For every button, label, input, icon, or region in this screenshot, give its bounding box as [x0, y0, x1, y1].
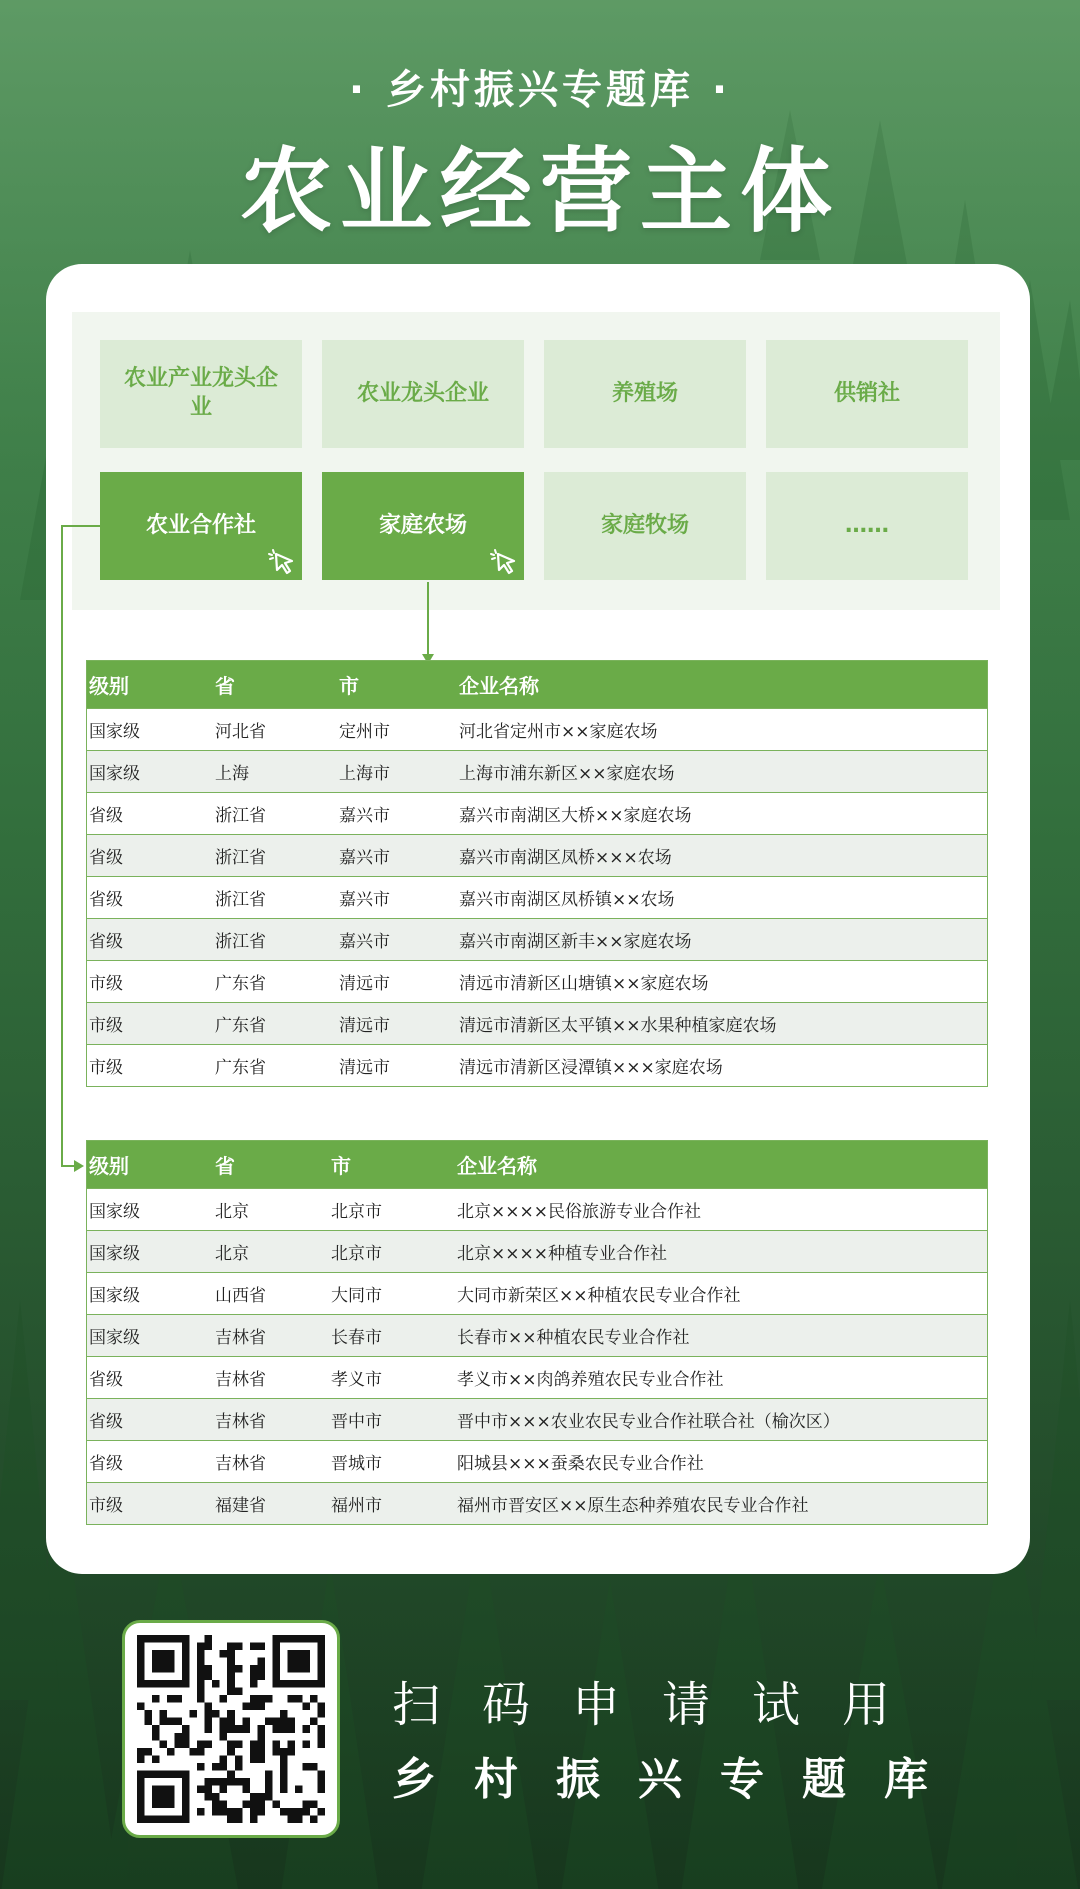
cell-city: 晋中市	[331, 1412, 382, 1432]
cell-company: 清远市清新区浸潭镇×××家庭农场	[459, 1058, 723, 1078]
header-company: 企业名称	[459, 674, 539, 698]
page-subtitle: · 乡村振兴专题库 ·	[348, 67, 732, 113]
cell-level: 国家级	[89, 1202, 140, 1222]
cell-city: 嘉兴市	[339, 806, 390, 826]
cell-city: 长春市	[331, 1328, 382, 1348]
cell-level: 国家级	[89, 1286, 140, 1306]
cell-city: 清远市	[339, 1016, 390, 1036]
cell-city: 上海市	[339, 764, 390, 784]
table-row	[87, 876, 987, 918]
cell-company: 嘉兴市南湖区新丰××家庭农场	[459, 932, 692, 952]
cell-level: 省级	[89, 890, 123, 910]
cell-company: 孝义市××肉鸽养殖农民专业合作社	[457, 1370, 724, 1390]
cell-province: 吉林省	[215, 1454, 266, 1474]
cell-province: 广东省	[215, 1058, 266, 1078]
category-label: 农业产业龙头企业	[123, 366, 278, 420]
content-card	[46, 264, 1030, 1574]
cell-city: 嘉兴市	[339, 932, 390, 952]
category-label: 农业龙头企业	[356, 380, 489, 406]
table-row	[87, 1314, 987, 1356]
table-row	[87, 1272, 987, 1314]
category-tile-more[interactable]	[766, 472, 968, 580]
cell-province: 北京	[215, 1202, 249, 1222]
category-label: ……	[845, 512, 889, 538]
cell-city: 福州市	[331, 1496, 382, 1516]
header-level: 级别	[89, 1154, 129, 1178]
table-row	[87, 1044, 987, 1086]
cell-level: 国家级	[89, 1244, 140, 1264]
table-row	[87, 792, 987, 834]
cell-company: 嘉兴市南湖区凤桥镇××农场	[459, 890, 675, 910]
family-farm-table	[86, 660, 988, 1087]
category-tile-supply-coop[interactable]	[766, 340, 968, 448]
table-row	[87, 918, 987, 960]
cell-city: 北京市	[331, 1244, 382, 1264]
category-tile-cooperative[interactable]	[100, 472, 302, 580]
category-label: 养殖场	[611, 380, 678, 406]
cell-level: 国家级	[89, 722, 140, 742]
table-row	[87, 834, 987, 876]
category-label: 供销社	[833, 380, 900, 406]
category-tile-family-ranch[interactable]	[544, 472, 746, 580]
table-row	[87, 1398, 987, 1440]
category-tile-breeding-farm[interactable]	[544, 340, 746, 448]
category-label: 农业合作社	[145, 512, 256, 538]
header-level: 级别	[89, 674, 129, 698]
header-province: 省	[215, 674, 235, 698]
table-row	[87, 1002, 987, 1044]
qr-code-image	[137, 1635, 325, 1823]
category-label: 家庭牧场	[600, 512, 689, 538]
cell-company: 清远市清新区太平镇××水果种植家庭农场	[459, 1016, 777, 1036]
cell-company: 河北省定州市××家庭农场	[459, 722, 658, 742]
table-row	[87, 750, 987, 792]
cell-level: 市级	[89, 1058, 123, 1078]
cell-level: 省级	[89, 1454, 123, 1474]
cell-company: 晋中市×××农业农民专业合作社联合社（榆次区）	[457, 1412, 840, 1432]
cooperative-table	[86, 1140, 988, 1525]
cell-company: 嘉兴市南湖区大桥××家庭农场	[459, 806, 692, 826]
cell-city: 清远市	[339, 974, 390, 994]
cell-city: 孝义市	[331, 1370, 382, 1390]
cell-company: 大同市新荣区××种植农民专业合作社	[457, 1286, 741, 1306]
cell-city: 晋城市	[331, 1454, 382, 1474]
cell-company: 北京××××种植专业合作社	[457, 1244, 667, 1264]
cell-province: 浙江省	[215, 806, 266, 826]
header-province: 省	[215, 1154, 235, 1178]
cell-company: 嘉兴市南湖区凤桥×××农场	[459, 848, 672, 868]
cell-province: 浙江省	[215, 932, 266, 952]
category-tile-agri-leader[interactable]	[322, 340, 524, 448]
cell-province: 浙江省	[215, 848, 266, 868]
cell-province: 吉林省	[215, 1328, 266, 1348]
cell-level: 市级	[89, 974, 123, 994]
cell-province: 北京	[215, 1244, 249, 1264]
cursor-click-icon	[264, 544, 298, 578]
cell-level: 省级	[89, 932, 123, 952]
cell-city: 嘉兴市	[339, 890, 390, 910]
cell-province: 吉林省	[215, 1370, 266, 1390]
category-panel	[72, 312, 1000, 610]
cell-city: 定州市	[339, 722, 390, 742]
cell-province: 广东省	[215, 1016, 266, 1036]
cell-city: 清远市	[339, 1058, 390, 1078]
cell-city: 嘉兴市	[339, 848, 390, 868]
cell-company: 阳城县×××蚕桑农民专业合作社	[457, 1454, 704, 1474]
cell-province: 上海	[215, 764, 249, 784]
cell-company: 长春市××种植农民专业合作社	[457, 1328, 690, 1348]
category-tile-family-farm[interactable]	[322, 472, 524, 580]
cell-province: 福建省	[215, 1496, 266, 1516]
table-row	[87, 1440, 987, 1482]
table-header	[87, 661, 987, 708]
cell-city: 大同市	[331, 1286, 382, 1306]
cell-company: 上海市浦东新区××家庭农场	[459, 764, 675, 784]
cell-level: 市级	[89, 1496, 123, 1516]
table-row	[87, 1482, 987, 1524]
category-tile-agri-industry-leader[interactable]	[100, 340, 302, 448]
cell-level: 省级	[89, 1370, 123, 1390]
table-row	[87, 1188, 987, 1230]
table-row	[87, 960, 987, 1002]
header-city: 市	[331, 1154, 351, 1178]
table-row	[87, 1230, 987, 1272]
cell-province: 山西省	[215, 1286, 266, 1306]
cell-level: 省级	[89, 806, 123, 826]
cell-level: 省级	[89, 848, 123, 868]
cell-province: 广东省	[215, 974, 266, 994]
cell-company: 福州市晋安区××原生态种养殖农民专业合作社	[457, 1496, 809, 1516]
cell-company: 清远市清新区山塘镇××家庭农场	[459, 974, 709, 994]
cta-library-name: 乡村振兴专题库	[392, 1754, 966, 1805]
cell-province: 浙江省	[215, 890, 266, 910]
page-title: 农业经营主体	[239, 138, 840, 245]
qr-code[interactable]	[122, 1620, 340, 1838]
cell-province: 河北省	[215, 722, 266, 742]
cell-company: 北京××××民俗旅游专业合作社	[457, 1202, 701, 1222]
cursor-click-icon	[486, 544, 520, 578]
cell-city: 北京市	[331, 1202, 382, 1222]
table-row	[87, 1356, 987, 1398]
header-city: 市	[339, 674, 359, 698]
cell-level: 国家级	[89, 1328, 140, 1348]
cta-apply-trial: 扫码申请试用	[392, 1677, 933, 1733]
cell-level: 国家级	[89, 764, 140, 784]
header-company: 企业名称	[457, 1154, 537, 1178]
cell-level: 省级	[89, 1412, 123, 1432]
cell-province: 吉林省	[215, 1412, 266, 1432]
category-label: 家庭农场	[378, 512, 467, 538]
cell-level: 市级	[89, 1016, 123, 1036]
table-row	[87, 708, 987, 750]
table-header	[87, 1141, 987, 1188]
